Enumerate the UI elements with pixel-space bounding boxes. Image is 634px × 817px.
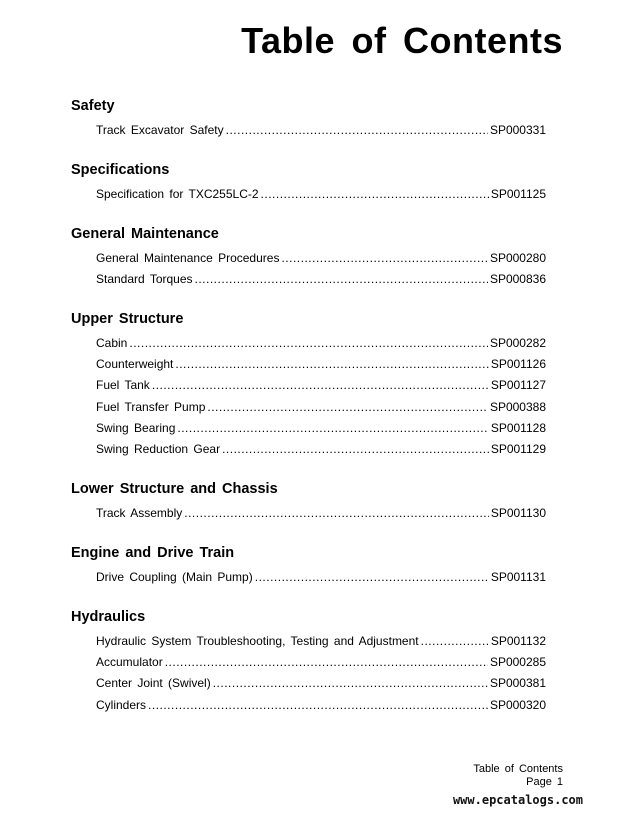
entry-name: Cabin <box>96 336 128 350</box>
dot-leader <box>213 673 488 694</box>
dot-leader <box>148 695 488 716</box>
dot-leader <box>165 652 488 673</box>
entry-name: Counterweight <box>96 357 174 372</box>
section-title: Specifications <box>71 162 170 178</box>
toc-section-general-maintenance <box>71 224 546 290</box>
section-title: Hydraulics <box>71 609 146 625</box>
page-title: Table of Contents <box>241 20 563 61</box>
entry-code: SP000280 <box>489 251 546 265</box>
entry-name: Swing Bearing <box>96 420 176 435</box>
dot-leader <box>281 248 488 269</box>
entry-name: Drive Coupling (Main Pump) <box>96 570 253 584</box>
entry-code: SP000320 <box>489 697 546 712</box>
dot-leader <box>261 184 489 205</box>
entry-name: General Maintenance Procedures <box>96 251 280 265</box>
entry-name: Accumulator <box>96 655 163 670</box>
entry-name: Fuel Transfer Pump <box>96 399 206 414</box>
toc-entry[interactable] <box>96 418 546 439</box>
dot-leader <box>177 418 488 439</box>
dot-leader <box>255 567 489 588</box>
entry-code: SP000388 <box>489 399 546 414</box>
toc-entry[interactable] <box>96 439 546 460</box>
toc-entry[interactable] <box>96 567 546 588</box>
toc-entry[interactable] <box>96 397 546 418</box>
entry-code: SP000331 <box>489 123 546 137</box>
entry-name: Hydraulic System Troubleshooting, Testing and Adjustment <box>96 634 419 648</box>
toc-entry[interactable] <box>96 354 546 375</box>
dot-leader <box>129 333 488 354</box>
entry-name: Standard Torques <box>96 272 193 287</box>
entry-name: Fuel Tank <box>96 378 150 393</box>
toc-entry[interactable] <box>96 248 546 269</box>
entry-code: SP001130 <box>490 506 546 520</box>
toc-entry[interactable] <box>96 695 546 716</box>
entry-code: SP000285 <box>489 655 546 670</box>
toc-entry[interactable] <box>96 333 546 354</box>
dot-leader <box>152 375 489 396</box>
entry-code: SP000836 <box>489 272 546 287</box>
entry-name: Track Assembly <box>96 506 183 520</box>
toc-entry[interactable] <box>96 375 546 396</box>
toc-section-engine-drive-train <box>71 543 546 588</box>
section-title: Lower Structure and Chassis <box>71 481 278 497</box>
toc-entry[interactable] <box>96 673 546 694</box>
section-title: Engine and Drive Train <box>71 545 235 561</box>
dot-leader <box>184 503 489 524</box>
dot-leader <box>175 354 488 375</box>
footer-page-number: Page 1 <box>526 776 563 788</box>
section-title: Safety <box>71 98 115 114</box>
toc-entry[interactable] <box>96 269 546 290</box>
toc-section-specifications <box>71 160 546 205</box>
toc-entry[interactable] <box>96 631 546 652</box>
section-title: General Maintenance <box>71 226 219 242</box>
entry-name: Specification for TXC255LC-2 <box>96 187 259 201</box>
entry-code: SP001126 <box>490 357 546 372</box>
toc-section-safety <box>71 96 546 141</box>
entry-code: SP001129 <box>490 441 546 456</box>
toc-entry[interactable] <box>96 120 546 141</box>
toc-entry[interactable] <box>96 503 546 524</box>
watermark: www.epcatalogs.com <box>452 793 583 807</box>
toc-entry[interactable] <box>96 652 546 673</box>
entry-name: Track Excavator Safety <box>96 123 224 137</box>
section-title: Upper Structure <box>71 311 184 327</box>
entry-name: Center Joint (Swivel) <box>96 676 211 691</box>
dot-leader <box>226 120 488 141</box>
toc-entry[interactable] <box>96 184 546 205</box>
entry-name: Swing Reduction Gear <box>96 441 221 456</box>
entry-code: SP000381 <box>489 676 546 691</box>
dot-leader <box>421 631 489 652</box>
entry-code: SP001131 <box>490 570 546 584</box>
toc-section-hydraulics <box>71 607 546 716</box>
footer-doc-title: Table of Contents <box>473 763 563 775</box>
entry-code: SP001125 <box>490 187 546 201</box>
entry-code: SP001128 <box>490 420 546 435</box>
toc-section-lower-structure <box>71 479 546 524</box>
entry-code: SP001127 <box>490 378 546 393</box>
dot-leader <box>222 439 489 460</box>
dot-leader <box>207 397 488 418</box>
entry-code: SP001132 <box>490 634 546 648</box>
entry-code: SP000282 <box>489 336 546 350</box>
toc-section-upper-structure <box>71 309 546 460</box>
page-footer <box>400 763 563 789</box>
entry-name: Cylinders <box>96 697 147 712</box>
dot-leader <box>195 269 488 290</box>
